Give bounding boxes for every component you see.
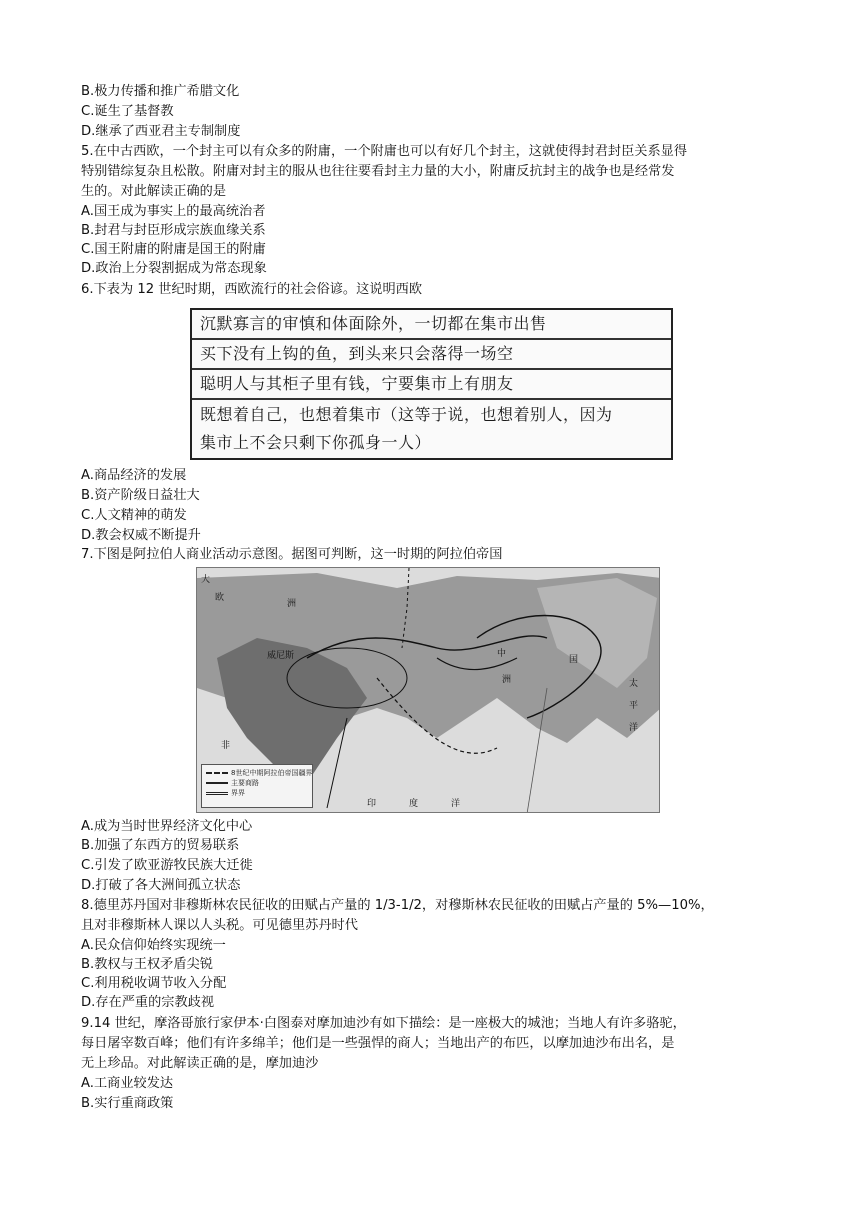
q5-option-b: B.封君与封臣形成宗族血缘关系 [81,223,266,238]
legend-item-border: 8世纪中期阿拉伯帝国疆界 [206,768,308,778]
proverb-row-3: 聪明人与其柜子里有钱，宁要集市上有朋友 [192,370,671,400]
q7-stem: 7.下图是阿拉伯人商业活动示意图。据图可判断，这一时期的阿拉伯帝国 [81,547,503,562]
q5-option-a: A.国王成为事实上的最高统治者 [81,204,266,219]
q7-option-a: A.成为当时世界经济文化中心 [81,819,253,834]
legend-double-line-icon [206,792,228,795]
q4-option-c: C.诞生了基督教 [81,104,174,119]
map-legend [201,764,313,808]
q5-option-d: D.政治上分裂割据成为常态现象 [81,261,267,276]
q7-option-d: D.打破了各大洲间孤立状态 [81,878,241,893]
map-label-yin: 印 [367,799,377,809]
q6-stem: 6.下表为 12 世纪时期，西欧流行的社会俗谚。这说明西欧 [81,282,423,297]
map-label-venice: 威尼斯 [267,651,295,661]
q7-option-b: B.加强了东西方的贸易联系 [81,838,240,853]
map-label-yang1: 洋 [451,799,461,809]
q6-option-c: C.人文精神的萌发 [81,508,187,523]
map-label-yang2: 洋 [629,723,639,733]
legend-dashed-line-icon [206,772,228,774]
q9-stem-line3: 无上珍品。对此解读正确的是，摩加迪沙 [81,1056,319,1071]
q9-stem-line1: 9.14 世纪，摩洛哥旅行家伊本·白图泰对摩加迪沙有如下描绘：是一座极大的城池；当地人有许多骆驼， [81,1016,686,1031]
map-label-zhou2: 洲 [502,675,512,685]
legend-item-boundary: 界界 [206,788,308,798]
q8-option-d: D.存在严重的宗教歧视 [81,995,215,1010]
q5-option-c: C.国王附庸的附庸是国王的附庸 [81,242,266,257]
q8-option-c: C.利用税收调节收入分配 [81,976,227,991]
q4-option-b: B.极力传播和推广希腊文化 [81,84,240,99]
q6-option-d: D.教会权威不断提升 [81,528,201,543]
q8-option-a: A.民众信仰始终实现统一 [81,938,226,953]
map-label-guo: 国 [569,655,579,665]
proverb-row-2: 买下没有上钩的鱼，到头来只会落得一场空 [192,340,671,370]
q9-option-b: B.实行重商政策 [81,1096,174,1111]
q8-option-b: B.教权与王权矛盾尖锐 [81,957,213,972]
legend-solid-line-icon [206,782,228,784]
q5-stem-line3: 生的。对此解读正确的是 [81,184,227,199]
proverb-table [190,308,673,460]
proverb-row-4: 既想着自己，也想着集市（这等于说，也想着别人，因为 [200,405,613,424]
legend-item-route: 主要商路 [206,778,308,788]
map-label-du: 度 [409,799,419,809]
q7-option-c: C.引发了欧亚游牧民族大迁徙 [81,858,253,873]
q9-option-a: A.工商业较发达 [81,1076,174,1091]
map-label-zhong: 中 [497,649,507,659]
map-label-fei: 非 [221,741,231,751]
q8-stem-line2: 且对非穆斯林人课以人头税。可见德里苏丹时代 [81,918,358,933]
map-label-ou: 欧 [215,593,225,603]
proverb-row-1: 沉默寡言的审慎和体面除外，一切都在集市出售 [192,310,671,340]
arab-trade-map [196,567,660,813]
q5-stem-line2: 特别错综复杂且松散。附庸对封主的服从也往往要看封主力量的大小，附庸反抗封主的战争也是经常发 [81,164,675,179]
map-label-da: 大 [201,575,211,585]
q9-stem-line2: 每日屠宰数百峰；他们有许多绵羊；他们是一些强悍的商人；当地出产的布匹，以摩加迪沙布出名，是 [81,1036,675,1051]
q8-stem-line1: 8.德里苏丹国对非穆斯林农民征收的田赋占产量的 1/3-1/2，对穆斯林农民征收的田赋占产量的 5%—10%， [81,898,714,913]
map-label-zhou1: 洲 [287,599,297,609]
q6-option-b: B.资产阶级日益壮大 [81,488,200,503]
q6-option-a: A.商品经济的发展 [81,468,187,483]
q4-option-d: D.继承了西亚君主专制制度 [81,124,241,139]
q5-stem-line1: 5.在中古西欧，一个封主可以有众多的附庸，一个附庸也可以有好几个封主，这就使得封君封臣关系显得 [81,144,688,159]
map-label-tai: 太 [629,679,639,689]
map-label-ping: 平 [629,701,639,711]
proverb-row-5: 集市上不会只剩下你孤身一人） [200,433,432,452]
